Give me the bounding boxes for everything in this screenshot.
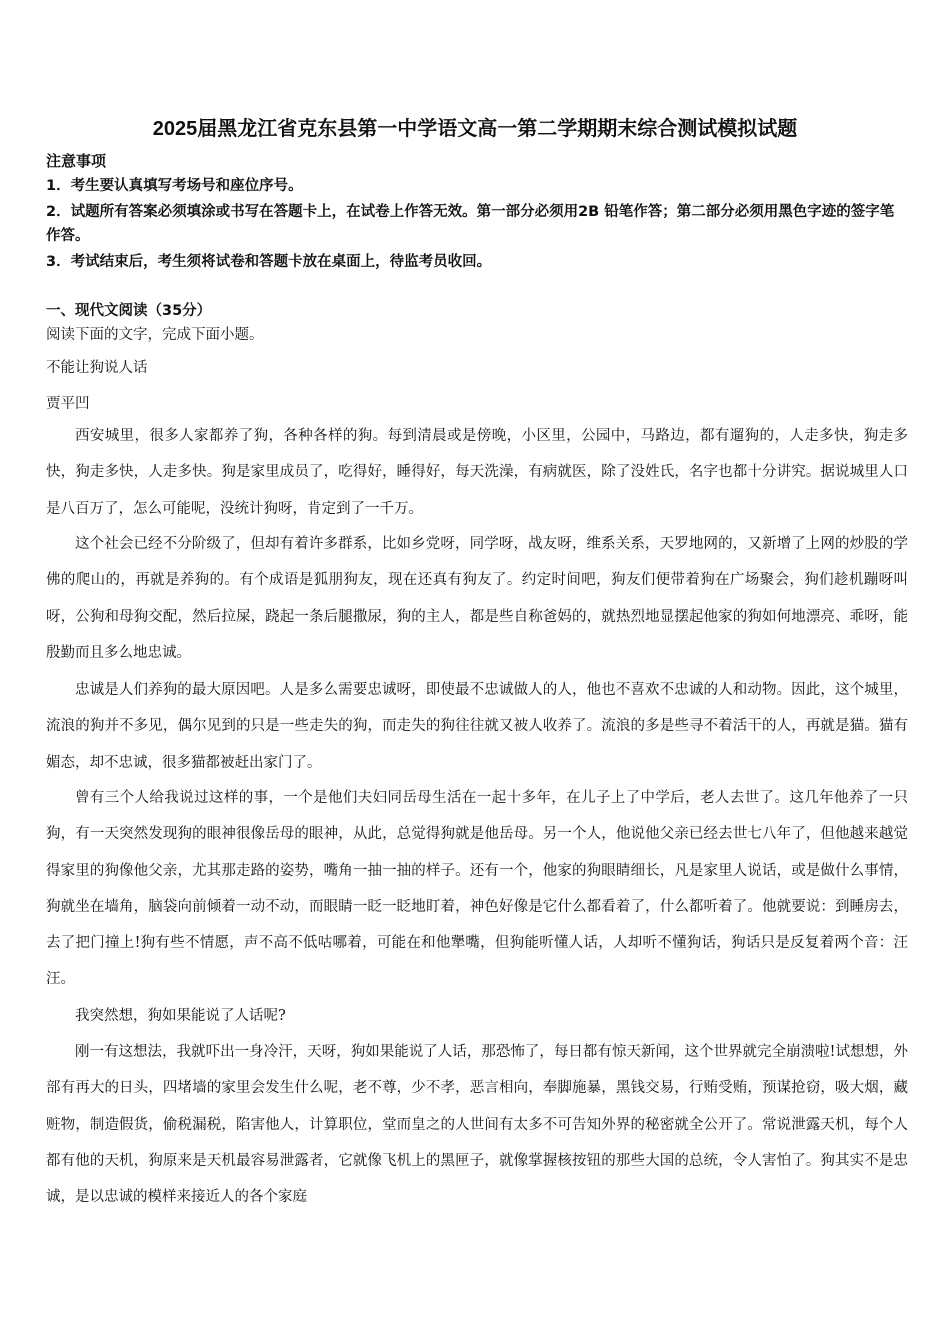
article-title: 不能让狗说人话 [46, 360, 148, 376]
section-instruction: 阅读下面的文字，完成下面小题。 [46, 327, 264, 343]
notice-heading: 注意事项 [46, 152, 107, 170]
article-paragraph-5: 我突然想，狗如果能说了人话呢? [75, 1008, 286, 1024]
page-title: 2025届黑龙江省克东县第一中学语文高一第二学期期末综合测试模拟试题 [152, 118, 798, 140]
article-paragraph-6: 刚一有这想法，我就吓出一身冷汗，天呀，狗如果能说了人话，那恐怖了，每日都有惊天新闻，这个世界就完全崩溃啦!试想想，外部有再大的日头，四堵墙的家里会发生什么呢，老不尊，少不孝，恶言相向，奉脚施暴，黑钱交易，行贿受贿，预谋抢窃，吸大烟，藏赃物，制造假货，偷税漏税，陷害他人，计算职位，堂而皇之的人世间有太多不可告知外界的秘密就全公开了。常说泄露天机，每个人都有他的天机，狗原来是天机最容易泄露者，它就像飞机上的黑匣子，就像掌握核按钮的那些大国的总统，令人害怕了。狗其实不是忠诚，是以忠诚的模样来接近人的各个家庭 [46, 1044, 908, 1206]
article-author: 贾平凹 [46, 396, 90, 412]
notice-item-3: 3．考试结束后，考生须将试卷和答题卡放在桌面上，待监考员收回。 [46, 254, 492, 270]
article-paragraph-1: 西安城里，很多人家都养了狗，各种各样的狗。每到清晨或是傍晚，小区里，公园中，马路边，都有遛狗的，人走多快，狗走多快，狗走多快，人走多快。狗是家里成员了，吃得好，睡得好，每天洗澡，有病就医，除了没姓氏，名字也都十分讲究。据说城里人口是八百万了，怎么可能呢，没统计狗呀，肯定到了一千万。 [46, 428, 908, 517]
article-paragraph-3: 忠诚是人们养狗的最大原因吧。人是多么需要忠诚呀，即使最不忠诚做人的人，他也不喜欢不忠诚的人和动物。因此，这个城里，流浪的狗并不多见，偶尔见到的只是一些走失的狗，而走失的狗往往就又被人收养了。流浪的多是些寻不着活干的人，再就是猫。猫有媚态，却不忠诚，很多猫都被赶出家门了。 [46, 682, 908, 771]
section-heading: 一、现代文阅读（35分） [46, 303, 212, 319]
article-paragraph-4: 曾有三个人给我说过这样的事，一个是他们夫妇同岳母生活在一起十多年，在儿子上了中学后，老人去世了。这几年他养了一只狗，有一天突然发现狗的眼神很像岳母的眼神，从此，总觉得狗就是他岳母。另一个人，他说他父亲已经去世七八年了，但他越来越觉得家里的狗像他父亲，尤其那走路的姿势，嘴角一抽一抽的样子。还有一个，他家的狗眼睛细长，凡是家里人说话，或是做什么事情，狗就坐在墙角，脑袋向前倾着一动不动，而眼睛一眨一眨地盯着，神色好像是它什么都看着了，什么都听着了。他就要说：到睡房去，去了把门撞上!狗有些不情愿，声不高不低咕哪着，可能在和他犟嘴，但狗能听懂人话，人却听不懂狗话，狗话只是反复着两个音：汪汪。 [46, 790, 908, 988]
notice-item-1: 1．考生要认真填写考场号和座位序号。 [46, 178, 303, 194]
notice-item-2: 2．试题所有答案必须填涂或书写在答题卡上，在试卷上作答无效。第一部分必须用2B 铅笔作答；第二部分必须用黑色字迹的签字笔作答。 [46, 204, 895, 244]
article-paragraph-2: 这个社会已经不分阶级了，但却有着许多群系，比如乡党呀，同学呀，战友呀，维系关系，天罗地网的，又新增了上网的炒股的学佛的爬山的，再就是养狗的。有个成语是狐朋狗友，现在还真有狗友了。约定时间吧，狗友们便带着狗在广场聚会，狗们趁机蹦呀叫呀，公狗和母狗交配，然后拉屎，跷起一条后腿撒尿，狗的主人，都是些自称爸妈的，就热烈地显摆起他家的狗如何地漂亮、乖呀，能殷勤而且多么地忠诚。 [46, 536, 908, 661]
